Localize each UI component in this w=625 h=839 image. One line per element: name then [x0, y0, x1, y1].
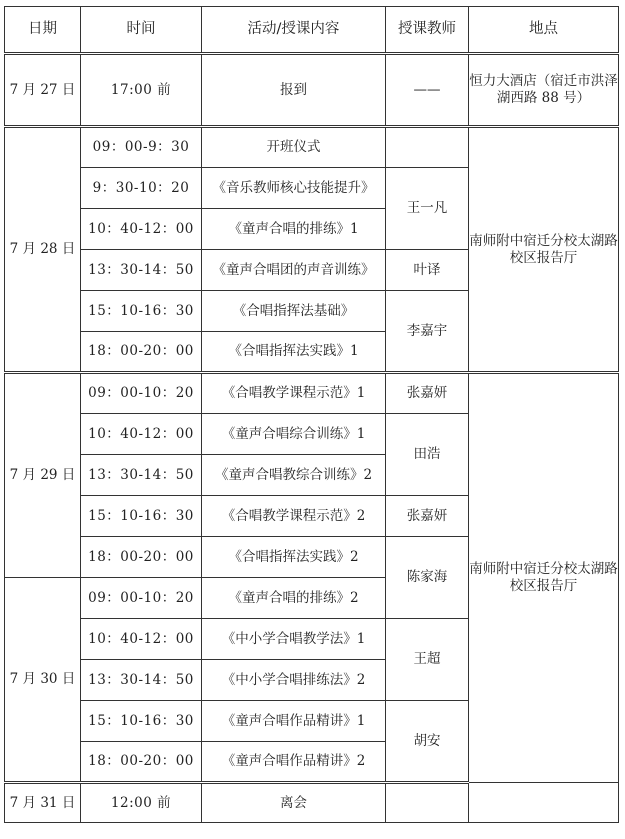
activity-cell: 《童声合唱团的声音训练》 — [202, 250, 386, 291]
teacher-cell-empty — [386, 783, 469, 823]
time-cell: 13：30-14：50 — [81, 250, 202, 291]
date-cell: 7 月 30 日 — [5, 578, 81, 783]
table-row — [5, 783, 619, 823]
time-cell: 15：10-16：30 — [81, 496, 202, 537]
teacher-cell: —— — [386, 54, 469, 127]
teacher-cell: 王一凡 — [386, 168, 469, 250]
header-teacher: 授课教师 — [386, 7, 469, 54]
activity-cell: 《童声合唱的排练》2 — [202, 578, 386, 619]
activity-cell: 《合唱指挥法基础》 — [202, 291, 386, 332]
time-cell: 18：00-20：00 — [81, 537, 202, 578]
activity-cell: 《童声合唱综合训练》1 — [202, 414, 386, 455]
teacher-cell: 胡安 — [386, 701, 469, 783]
teacher-cell: 李嘉宇 — [386, 291, 469, 373]
table-row — [5, 127, 619, 168]
time-cell: 17:00 前 — [81, 54, 202, 127]
teacher-cell: 叶译 — [386, 250, 469, 291]
activity-cell: 《合唱教学课程示范》1 — [202, 373, 386, 414]
table-row — [5, 54, 619, 127]
activity-cell: 《中小学合唱教学法》1 — [202, 619, 386, 660]
time-cell: 15：10-16：30 — [81, 291, 202, 332]
venue-cell: 恒力大酒店（宿迁市洪泽湖西路 88 号） — [469, 54, 619, 127]
time-cell: 09：00-10：20 — [81, 578, 202, 619]
teacher-cell: 陈家海 — [386, 537, 469, 619]
schedule-container — [4, 6, 619, 823]
teacher-cell: 田浩 — [386, 414, 469, 496]
table-row — [5, 373, 619, 414]
date-cell: 7 月 29 日 — [5, 373, 81, 578]
date-cell: 7 月 31 日 — [5, 783, 81, 823]
header-row — [5, 7, 619, 54]
time-cell: 10：40-12：00 — [81, 619, 202, 660]
activity-cell: 《音乐教师核心技能提升》 — [202, 168, 386, 209]
activity-cell: 报到 — [202, 54, 386, 127]
activity-cell: 《中小学合唱排练法》2 — [202, 660, 386, 701]
activity-cell: 《合唱指挥法实践》2 — [202, 537, 386, 578]
activity-cell: 《童声合唱的排练》1 — [202, 209, 386, 250]
time-cell: 9：30-10：20 — [81, 168, 202, 209]
time-cell: 18：00-20：00 — [81, 332, 202, 373]
activity-cell: 离会 — [202, 783, 386, 823]
header-time: 时间 — [81, 7, 202, 54]
activity-cell: 《童声合唱作品精讲》1 — [202, 701, 386, 742]
teacher-cell-empty — [386, 127, 469, 168]
time-cell: 10：40-12：00 — [81, 209, 202, 250]
time-cell: 12:00 前 — [81, 783, 202, 823]
time-cell: 09：00-10：20 — [81, 373, 202, 414]
header-venue: 地点 — [469, 7, 619, 54]
venue-cell-empty — [469, 783, 619, 823]
time-cell: 09：00-9：30 — [81, 127, 202, 168]
teacher-cell: 张嘉妍 — [386, 496, 469, 537]
venue-cell: 南师附中宿迁分校太湖路校区报告厅 — [469, 373, 619, 783]
time-cell: 13：30-14：50 — [81, 455, 202, 496]
header-activity: 活动/授课内容 — [202, 7, 386, 54]
time-cell: 15：10-16：30 — [81, 701, 202, 742]
date-cell: 7 月 28 日 — [5, 127, 81, 373]
time-cell: 18：00-20：00 — [81, 742, 202, 783]
venue-cell: 南师附中宿迁分校太湖路校区报告厅 — [469, 127, 619, 373]
teacher-cell: 张嘉妍 — [386, 373, 469, 414]
activity-cell: 《合唱教学课程示范》2 — [202, 496, 386, 537]
activity-cell: 《童声合唱作品精讲》2 — [202, 742, 386, 783]
header-date: 日期 — [5, 7, 81, 54]
time-cell: 13：30-14：50 — [81, 660, 202, 701]
activity-cell: 开班仪式 — [202, 127, 386, 168]
activity-cell: 《合唱指挥法实践》1 — [202, 332, 386, 373]
activity-cell: 《童声合唱教综合训练》2 — [202, 455, 386, 496]
schedule-table — [4, 6, 619, 823]
time-cell: 10：40-12：00 — [81, 414, 202, 455]
teacher-cell: 王超 — [386, 619, 469, 701]
date-cell: 7 月 27 日 — [5, 54, 81, 127]
